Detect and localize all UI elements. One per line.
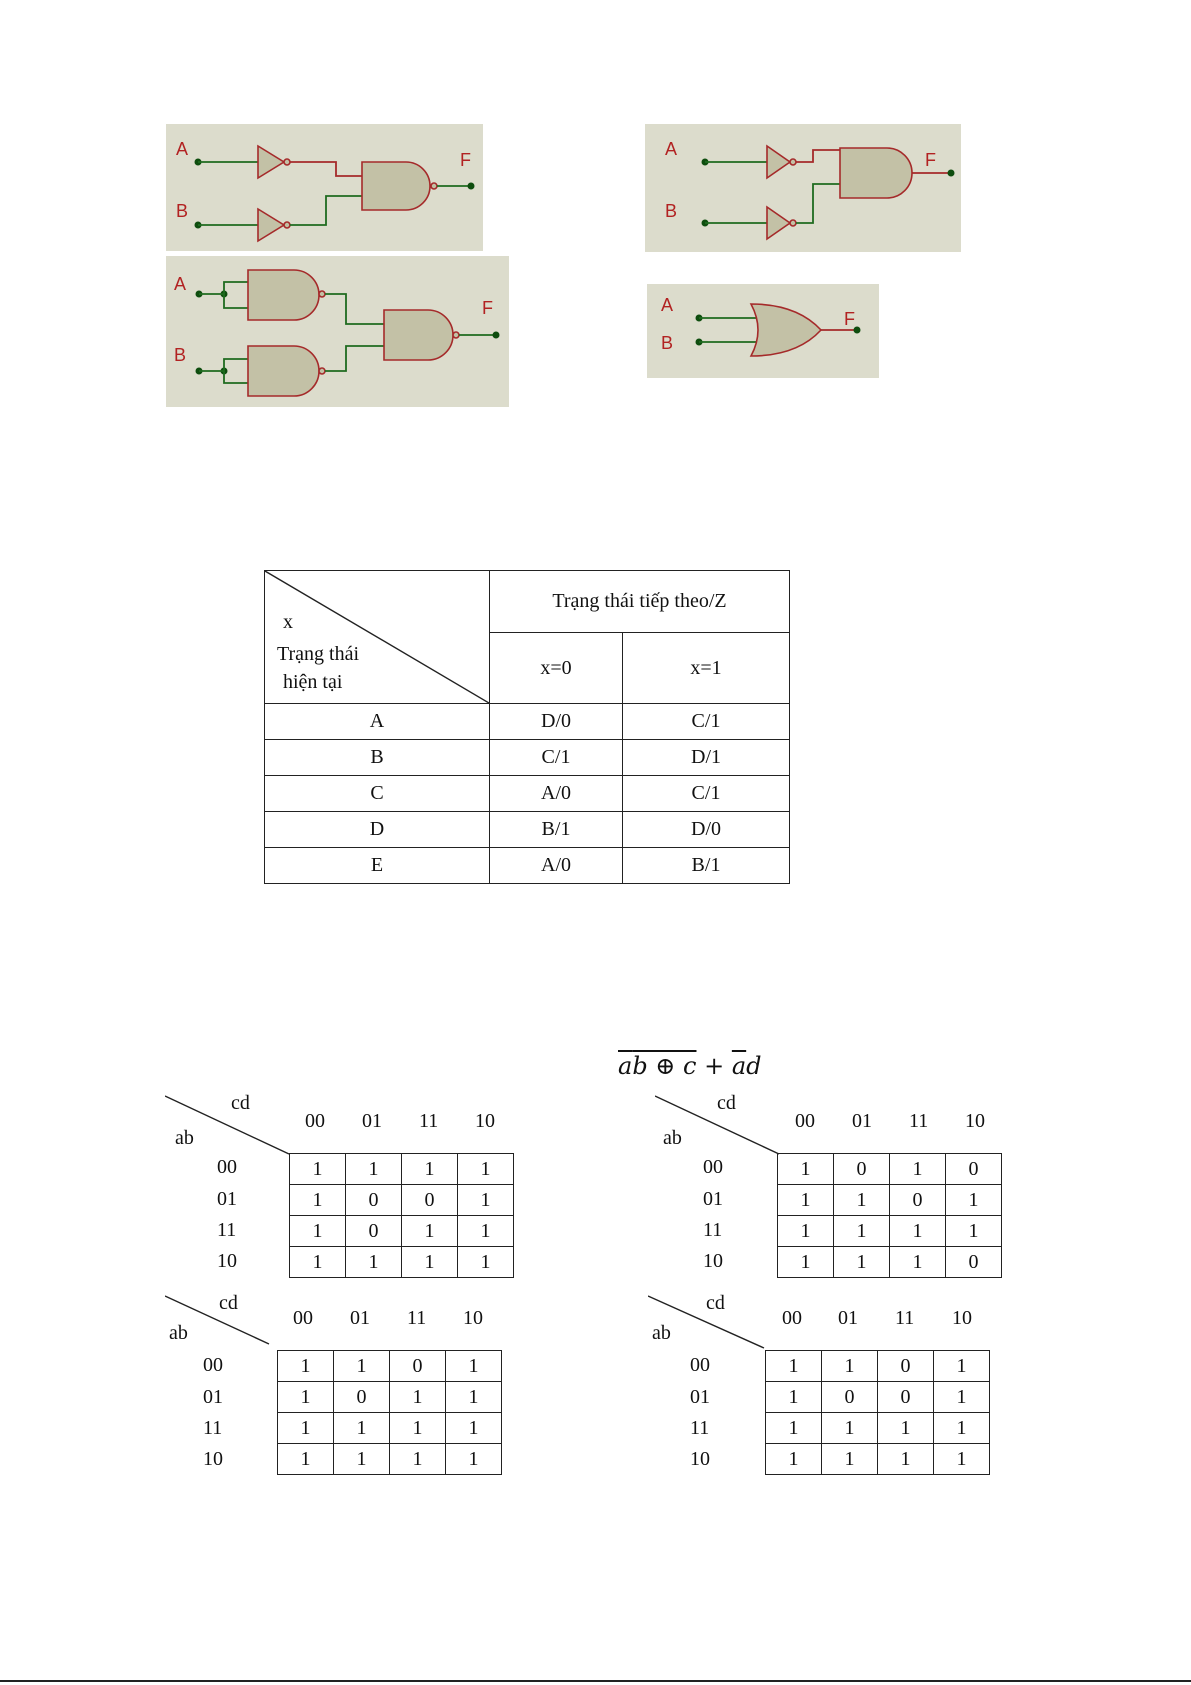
kmap-cell: 1 xyxy=(890,1154,946,1185)
kmap-cell: 0 xyxy=(878,1382,934,1413)
kmap-cell: 1 xyxy=(822,1413,878,1444)
kmap-cell: 1 xyxy=(390,1382,446,1413)
kmap-row-label: 01 xyxy=(217,1188,237,1210)
circuit-3-input-a: A xyxy=(174,274,187,294)
kmap-cd-label: cd xyxy=(231,1092,250,1114)
nand-gate-b xyxy=(248,346,319,396)
circuit-1 xyxy=(166,124,483,251)
kmap-cell: 1 xyxy=(458,1247,514,1278)
next-state-x0: B/1 xyxy=(490,812,623,848)
kmap-row-label: 00 xyxy=(203,1354,223,1376)
circuit-3-diagram xyxy=(166,256,509,407)
kmap-1 xyxy=(165,1092,525,1282)
circuit-1-input-a: A xyxy=(176,139,189,159)
kmap-cell: 0 xyxy=(946,1154,1002,1185)
nand-gate-a xyxy=(248,270,319,320)
kmap-cell: 1 xyxy=(402,1247,458,1278)
formula-plus: + xyxy=(696,1052,732,1080)
kmap-row-label: 10 xyxy=(703,1250,723,1272)
circuit-1-diagram xyxy=(166,124,483,251)
present-state: B xyxy=(265,740,490,776)
kmap-col-label: 00 xyxy=(293,1307,313,1329)
next-state-x1: C/1 xyxy=(623,704,790,740)
kmap-cell: 1 xyxy=(878,1413,934,1444)
state-table xyxy=(264,570,790,884)
circuit-2-diagram xyxy=(645,124,961,252)
present-state: E xyxy=(265,848,490,884)
col-header-x0: x=0 xyxy=(490,633,623,704)
kmap-cell: 1 xyxy=(346,1154,402,1185)
kmap-col-label: 00 xyxy=(305,1110,325,1132)
kmap-cell: 1 xyxy=(278,1351,334,1382)
kmap-grid xyxy=(777,1153,1002,1278)
kmap-cell: 1 xyxy=(290,1154,346,1185)
present-state: A xyxy=(265,704,490,740)
kmap-col-label: 11 xyxy=(895,1307,915,1329)
kmap-cell: 0 xyxy=(390,1351,446,1382)
kmap-cell: 1 xyxy=(934,1444,990,1475)
nand-gate-out xyxy=(384,310,453,360)
next-state-x0: A/0 xyxy=(490,776,623,812)
kmap-cell: 1 xyxy=(934,1351,990,1382)
circuit-4-output: F xyxy=(844,309,855,329)
kmap-cell: 1 xyxy=(290,1247,346,1278)
present-state: D xyxy=(265,812,490,848)
kmap-row-label: 11 xyxy=(217,1219,237,1241)
circuit-2-input-b: B xyxy=(665,201,678,221)
kmap-cell: 1 xyxy=(778,1154,834,1185)
kmap-grid xyxy=(765,1350,990,1475)
circuit-3-input-b: B xyxy=(174,345,187,365)
kmap-col-label: 01 xyxy=(350,1307,370,1329)
kmap-cell: 1 xyxy=(778,1247,834,1278)
formula-term-b-xor-c-bar: b ⊕ c xyxy=(632,1052,697,1080)
kmap-cell: 1 xyxy=(390,1444,446,1475)
kmap-cd-label: cd xyxy=(717,1092,736,1114)
circuit-4-input-a: A xyxy=(661,295,674,315)
kmap-4 xyxy=(648,1292,1008,1482)
kmap-cell: 0 xyxy=(878,1351,934,1382)
kmap-cell: 1 xyxy=(278,1413,334,1444)
kmap-cell: 1 xyxy=(334,1444,390,1475)
kmap-row-label: 00 xyxy=(690,1354,710,1376)
kmap-col-label: 11 xyxy=(407,1307,427,1329)
formula-term-a-bar-2: $\overline{a}$ xyxy=(731,1052,747,1080)
present-state: C xyxy=(265,776,490,812)
kmap-cell: 1 xyxy=(766,1351,822,1382)
kmap-grid xyxy=(277,1350,502,1475)
kmap-row-label: 10 xyxy=(203,1448,223,1470)
kmap-col-label: 00 xyxy=(782,1307,802,1329)
circuit-4-input-b: B xyxy=(661,333,674,353)
kmap-cell: 1 xyxy=(402,1154,458,1185)
kmap-row-label: 00 xyxy=(217,1156,237,1178)
kmap-row-label: 01 xyxy=(690,1386,710,1408)
kmap-col-label: 10 xyxy=(463,1307,483,1329)
kmap-cell: 1 xyxy=(290,1216,346,1247)
circuit-2 xyxy=(645,124,961,252)
kmap-cell: 0 xyxy=(834,1154,890,1185)
kmap-row-label: 00 xyxy=(703,1156,723,1178)
kmap-cell: 1 xyxy=(458,1216,514,1247)
kmap-cell: 0 xyxy=(346,1185,402,1216)
kmap-col-label: 10 xyxy=(475,1110,495,1132)
kmap-cell: 1 xyxy=(946,1216,1002,1247)
kmap-cell: 1 xyxy=(446,1413,502,1444)
kmap-cell: 1 xyxy=(946,1185,1002,1216)
kmap-row-label: 01 xyxy=(203,1386,223,1408)
kmap-cell: 1 xyxy=(778,1185,834,1216)
kmap-cell: 1 xyxy=(346,1247,402,1278)
kmap-cell: 1 xyxy=(278,1444,334,1475)
circuit-1-input-b: B xyxy=(176,201,189,221)
kmap-cd-label: cd xyxy=(706,1292,725,1314)
kmap-cell: 1 xyxy=(446,1444,502,1475)
kmap-col-label: 01 xyxy=(852,1110,872,1132)
kmap-cell: 0 xyxy=(402,1185,458,1216)
state-table-corner xyxy=(265,571,490,704)
kmap-cell: 1 xyxy=(934,1382,990,1413)
boolean-formula xyxy=(618,1052,762,1080)
formula-term-d: d xyxy=(746,1052,762,1080)
kmap-ab-label: ab xyxy=(175,1127,194,1149)
kmap-cell: 0 xyxy=(334,1382,390,1413)
kmap-2 xyxy=(655,1092,1015,1282)
next-state-x1: B/1 xyxy=(623,848,790,884)
circuit-3-output: F xyxy=(482,298,493,318)
kmap-col-label: 00 xyxy=(795,1110,815,1132)
kmap-cell: 0 xyxy=(822,1382,878,1413)
page-bottom-rule xyxy=(0,1680,1191,1682)
kmap-cell: 1 xyxy=(890,1216,946,1247)
kmap-grid xyxy=(289,1153,514,1278)
kmap-col-label: 11 xyxy=(909,1110,929,1132)
nand-gate xyxy=(362,162,430,210)
next-state-x1: D/0 xyxy=(623,812,790,848)
corner-state-label-2: hiện tại xyxy=(283,671,343,693)
kmap-cell: 1 xyxy=(834,1216,890,1247)
col-header-x1: x=1 xyxy=(623,633,790,704)
next-state-x0: C/1 xyxy=(490,740,623,776)
kmap-cell: 1 xyxy=(390,1413,446,1444)
corner-state-label-1: Trạng thái xyxy=(277,643,360,665)
kmap-col-label: 10 xyxy=(952,1307,972,1329)
kmap-cell: 1 xyxy=(446,1382,502,1413)
kmap-row-label: 11 xyxy=(703,1219,723,1241)
circuit-2-output: F xyxy=(925,150,936,170)
kmap-cell: 1 xyxy=(834,1185,890,1216)
kmap-cell: 0 xyxy=(346,1216,402,1247)
circuit-3 xyxy=(166,256,509,407)
kmap-row-label: 11 xyxy=(203,1417,223,1439)
kmap-cell: 1 xyxy=(766,1413,822,1444)
or-gate xyxy=(751,304,821,356)
kmap-col-label: 01 xyxy=(838,1307,858,1329)
kmap-cell: 1 xyxy=(402,1216,458,1247)
kmap-cell: 1 xyxy=(890,1247,946,1278)
not-gate-b xyxy=(258,209,284,241)
next-state-header: Trạng thái tiếp theo/Z xyxy=(490,571,790,633)
not-gate-a xyxy=(767,146,790,178)
table-row xyxy=(265,848,790,884)
kmap-col-label: 10 xyxy=(965,1110,985,1132)
kmap-cell: 0 xyxy=(890,1185,946,1216)
kmap-cell: 0 xyxy=(946,1247,1002,1278)
corner-input-label: x xyxy=(283,611,293,633)
kmap-cell: 1 xyxy=(934,1413,990,1444)
formula-term-a-bar: $\overline{a}$ xyxy=(618,1052,633,1080)
table-row xyxy=(265,812,790,848)
next-state-x1: D/1 xyxy=(623,740,790,776)
and-gate xyxy=(840,148,912,198)
kmap-row-label: 11 xyxy=(690,1417,710,1439)
table-row xyxy=(265,704,790,740)
kmap-cell: 1 xyxy=(290,1185,346,1216)
next-state-x0: A/0 xyxy=(490,848,623,884)
circuit-1-output: F xyxy=(460,150,471,170)
kmap-cell: 1 xyxy=(278,1382,334,1413)
kmap-cell: 1 xyxy=(766,1382,822,1413)
kmap-cell: 1 xyxy=(334,1351,390,1382)
kmap-col-label: 01 xyxy=(362,1110,382,1132)
kmap-cell: 1 xyxy=(446,1351,502,1382)
circuit-2-input-a: A xyxy=(665,139,678,159)
not-gate-a xyxy=(258,146,284,178)
kmap-row-label: 10 xyxy=(217,1250,237,1272)
kmap-col-label: 11 xyxy=(419,1110,439,1132)
next-state-x0: D/0 xyxy=(490,704,623,740)
kmap-3 xyxy=(165,1292,525,1482)
kmap-cell: 1 xyxy=(822,1351,878,1382)
not-gate-b xyxy=(767,207,790,239)
kmap-row-label: 10 xyxy=(690,1448,710,1470)
kmap-cell: 1 xyxy=(334,1413,390,1444)
kmap-cell: 1 xyxy=(458,1154,514,1185)
table-row xyxy=(265,776,790,812)
kmap-cell: 1 xyxy=(822,1444,878,1475)
kmap-ab-label: ab xyxy=(652,1322,671,1344)
circuit-4 xyxy=(647,284,879,378)
next-state-x1: C/1 xyxy=(623,776,790,812)
circuit-4-diagram xyxy=(647,284,879,378)
kmap-cell: 1 xyxy=(766,1444,822,1475)
kmap-cell: 1 xyxy=(458,1185,514,1216)
kmap-cell: 1 xyxy=(834,1247,890,1278)
kmap-cell: 1 xyxy=(778,1216,834,1247)
kmap-ab-label: ab xyxy=(169,1322,188,1344)
kmap-cell: 1 xyxy=(878,1444,934,1475)
kmap-row-label: 01 xyxy=(703,1188,723,1210)
kmap-cd-label: cd xyxy=(219,1292,238,1314)
kmap-ab-label: ab xyxy=(663,1127,682,1149)
table-row xyxy=(265,740,790,776)
